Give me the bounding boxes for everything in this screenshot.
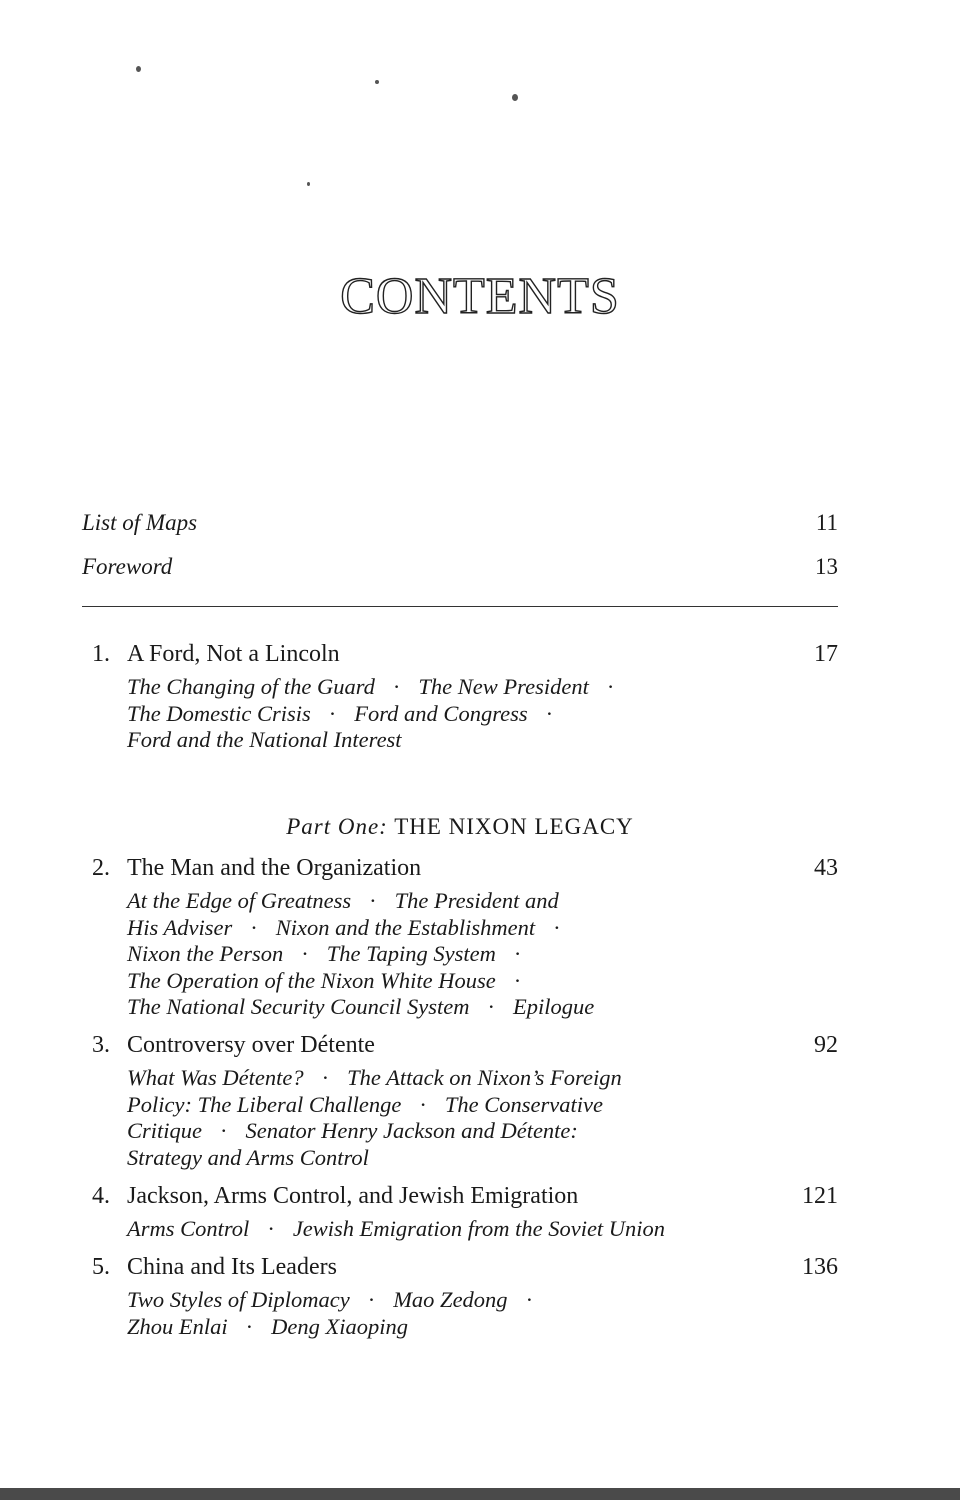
chapter-page: 43 bbox=[814, 855, 838, 881]
subtopic-line bbox=[127, 1216, 838, 1243]
subtopic-line bbox=[127, 727, 838, 754]
subtopic-text: Deng Xiaoping bbox=[271, 1313, 408, 1339]
divider-rule bbox=[82, 606, 838, 607]
subtopic-line bbox=[127, 1145, 838, 1172]
subtopic-text: Arms Control bbox=[127, 1216, 250, 1241]
front-matter-label: List of Maps bbox=[82, 510, 198, 535]
subtopic-text: The Taping System bbox=[326, 941, 496, 966]
separator-dot: · bbox=[392, 674, 401, 699]
separator-dot: · bbox=[369, 888, 377, 913]
chapter-number: 1. bbox=[92, 641, 110, 667]
chapter-number: 5. bbox=[92, 1254, 110, 1280]
front-matter-label: Foreword bbox=[82, 554, 173, 579]
subtopic-text: Policy: The Liberal Challenge bbox=[127, 1091, 402, 1117]
chapter-page: 17 bbox=[814, 641, 838, 667]
subtopic-line bbox=[127, 994, 838, 1021]
subtopic-line bbox=[127, 1092, 838, 1119]
chapter-page: 92 bbox=[814, 1032, 838, 1058]
chapter-title: China and Its Leaders bbox=[127, 1254, 337, 1280]
front-matter-row[interactable] bbox=[82, 510, 838, 536]
paper-speck bbox=[307, 182, 310, 186]
subtopic-line bbox=[127, 701, 838, 728]
chapter-entry[interactable] bbox=[92, 640, 838, 754]
subtopic-text: Senator Henry Jackson and Détente: bbox=[245, 1118, 578, 1143]
subtopic-text: The President and bbox=[394, 888, 559, 913]
chapter-subtopics bbox=[127, 1065, 838, 1171]
separator-dot: · bbox=[553, 914, 561, 940]
subtopic-text: Mao Zedong bbox=[393, 1287, 508, 1312]
chapter-number: 2. bbox=[92, 855, 110, 881]
separator-dot: · bbox=[513, 941, 522, 966]
chapter-entry[interactable] bbox=[92, 854, 838, 1021]
part-title: THE NIXON LEGACY bbox=[394, 814, 634, 839]
chapter-number: 4. bbox=[92, 1183, 110, 1209]
chapter-title: Controversy over Détente bbox=[127, 1032, 375, 1058]
subtopic-line bbox=[127, 1287, 838, 1314]
subtopic-text: Jewish Emigration from the Soviet Union bbox=[292, 1216, 666, 1241]
front-matter-page: 13 bbox=[815, 554, 838, 579]
subtopic-text: The New President bbox=[418, 674, 589, 699]
chapter-subtopics bbox=[127, 674, 838, 754]
chapter-heading bbox=[92, 1253, 838, 1281]
chapter-subtopics bbox=[127, 888, 838, 1021]
subtopic-line bbox=[127, 941, 838, 968]
separator-dot: · bbox=[220, 1118, 228, 1143]
front-matter-row[interactable] bbox=[82, 554, 838, 580]
subtopic-text: Zhou Enlai bbox=[127, 1313, 228, 1339]
subtopic-text: Ford and Congress bbox=[354, 700, 528, 726]
page-bottom-edge bbox=[0, 1488, 960, 1500]
chapter-title: Jackson, Arms Control, and Jewish Emigration bbox=[127, 1183, 579, 1209]
subtopic-text: What Was Détente? bbox=[127, 1065, 304, 1090]
subtopic-line bbox=[127, 1065, 838, 1092]
chapter-title: The Man and the Organization bbox=[127, 855, 422, 881]
subtopic-text: Nixon the Person bbox=[127, 941, 284, 966]
subtopic-text: The Conservative bbox=[444, 1091, 603, 1117]
subtopic-text: The Domestic Crisis bbox=[127, 700, 311, 726]
subtopic-text: At the Edge of Greatness bbox=[127, 888, 352, 913]
subtopic-text: Nixon and the Establishment bbox=[275, 914, 536, 940]
chapter-heading bbox=[92, 1031, 838, 1059]
subtopic-line bbox=[127, 674, 838, 701]
contents-heading: CONTENTS bbox=[340, 267, 620, 325]
subtopic-line bbox=[127, 1118, 838, 1145]
separator-dot: · bbox=[301, 941, 309, 966]
subtopic-text: The Operation of the Nixon White House bbox=[127, 967, 496, 993]
separator-dot: · bbox=[545, 700, 554, 726]
separator-dot: · bbox=[250, 914, 258, 940]
separator-dot: · bbox=[328, 700, 337, 726]
part-label: Part One: bbox=[286, 814, 388, 839]
chapter-page: 136 bbox=[802, 1254, 838, 1280]
separator-dot: · bbox=[367, 1287, 376, 1312]
separator-dot: · bbox=[419, 1091, 427, 1117]
subtopic-text: Epilogue bbox=[512, 994, 595, 1019]
chapter-heading bbox=[92, 640, 838, 668]
separator-dot: · bbox=[525, 1287, 534, 1312]
separator-dot: · bbox=[606, 674, 615, 699]
chapter-entry[interactable] bbox=[92, 1253, 838, 1340]
chapter-subtopics bbox=[127, 1287, 838, 1340]
separator-dot: · bbox=[245, 1313, 254, 1339]
chapter-heading bbox=[92, 854, 838, 882]
paper-speck bbox=[136, 66, 141, 72]
subtopic-text: Ford and the National Interest bbox=[127, 727, 402, 752]
subtopic-text: The Attack on Nixon’s Foreign bbox=[347, 1065, 622, 1090]
subtopic-text: His Adviser bbox=[127, 914, 233, 940]
subtopic-line bbox=[127, 1314, 838, 1341]
chapter-entry[interactable] bbox=[92, 1182, 838, 1243]
separator-dot: · bbox=[513, 967, 522, 993]
separator-dot: · bbox=[267, 1216, 275, 1241]
subtopic-text: Strategy and Arms Control bbox=[127, 1144, 369, 1170]
chapter-heading bbox=[92, 1182, 838, 1210]
chapter-number: 3. bbox=[92, 1032, 110, 1058]
paper-speck bbox=[512, 94, 518, 101]
subtopic-text: The National Security Council System bbox=[127, 994, 470, 1019]
separator-dot: · bbox=[321, 1065, 330, 1090]
subtopic-text: Two Styles of Diplomacy bbox=[127, 1287, 350, 1312]
subtopic-line bbox=[127, 968, 838, 995]
paper-speck bbox=[375, 80, 379, 84]
subtopic-line bbox=[127, 915, 838, 942]
subtopic-text: Critique bbox=[127, 1118, 203, 1143]
subtopic-text: The Changing of the Guard bbox=[127, 674, 375, 699]
chapter-title: A Ford, Not a Lincoln bbox=[127, 641, 340, 667]
chapter-page: 121 bbox=[802, 1183, 838, 1209]
chapter-entry[interactable] bbox=[92, 1031, 838, 1171]
part-heading bbox=[0, 814, 920, 840]
subtopic-line bbox=[127, 888, 838, 915]
front-matter-page: 11 bbox=[815, 510, 838, 535]
chapter-subtopics bbox=[127, 1216, 838, 1243]
separator-dot: · bbox=[487, 994, 495, 1019]
